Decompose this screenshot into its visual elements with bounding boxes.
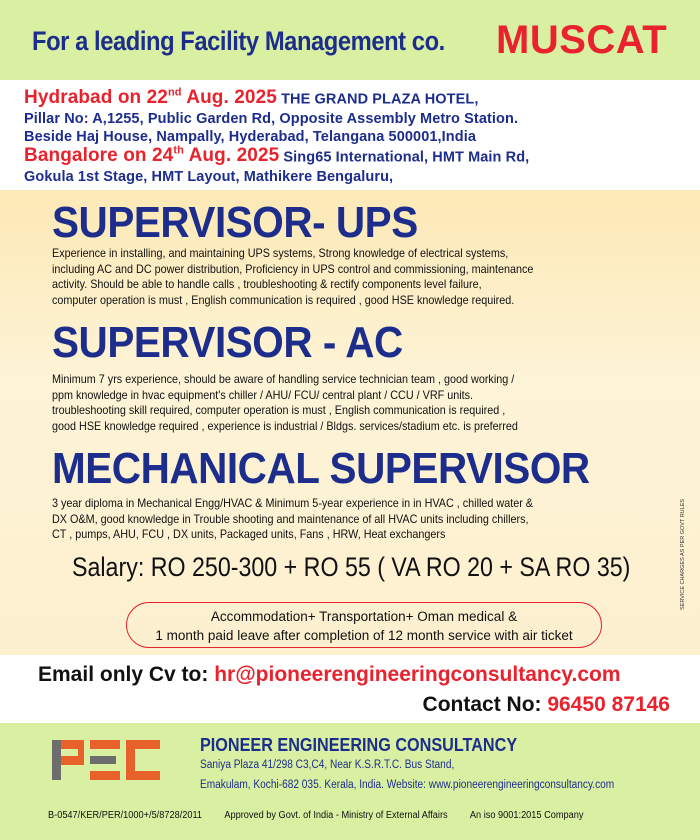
approval-text: Approved by Govt. of India - Ministry of External Affairs xyxy=(224,810,448,821)
job-desc-ups: Experience in installing, and maintaining UPS systems, Strong knowledge of electrical systems, including AC and DC power distribution, Proficiency in UPS control and commissioning, maintenance activity. Should be able to handle calls , troubleshooting & rectify components level failure, computer operation is must , English communication is required , good HSE knowledge required. xyxy=(52,246,534,307)
bangalore-venue-line-1: Bangalore on 24th Aug. 2025 Sing65 International, HMT Main Rd, xyxy=(24,145,530,167)
email-link[interactable]: hr@pioneerengineeringconsultancy.com xyxy=(214,663,621,686)
license-number: B-0547/KER/PER/1000+/5/8728/2011 xyxy=(48,810,203,821)
hyderabad-venue-line-2: Pillar No: A,1255, Public Garden Rd, Opposite Assembly Metro Station. xyxy=(24,111,519,127)
job-title-ac: SUPERVISOR - AC xyxy=(52,318,403,367)
job-title-mechanical: MECHANICAL SUPERVISOR xyxy=(52,444,590,493)
iso-text: An iso 9001:2015 Company xyxy=(469,810,584,821)
city-name: MUSCAT xyxy=(496,18,668,62)
job-desc-ac: Minimum 7 yrs experience, should be aware of handling service technician team , good working / ppm knowledge in hvac equipment's chiller / AHU/ FCU/ central plant / CCU / VRF units. troubleshooting skill required, computer operation is must , English communication is required , good HSE knowledge required , experience is industrial / Bldgs. services/stadium etc. is preferred xyxy=(52,372,518,433)
company-name: PIONEER ENGINEERING CONSULTANCY xyxy=(200,735,518,755)
hyderabad-date: Hydrabad on 22nd Aug. 2025 xyxy=(24,87,277,109)
service-charges-note: SERVICE CHARGES AS PER GOVT RULES xyxy=(680,498,686,610)
interview-venues xyxy=(0,80,700,190)
salary-line: Salary: RO 250-300 + RO 55 ( VA RO 20 + SA RO 35) xyxy=(72,552,631,582)
benefits-box: Accommodation+ Transportation+ Oman medical & 1 month paid leave after completion of 12 month service with air ticket xyxy=(126,602,602,648)
pec-logo xyxy=(50,738,162,782)
registration-line xyxy=(48,810,604,821)
headline: For a leading Facility Management co. xyxy=(32,26,445,56)
company-address-line-2: Emakulam, Kochi-682 035. Kerala, India. Website: www.pioneerengineeringconsultancy.com xyxy=(200,779,615,791)
email-line: Email only Cv to: hr@pioneerengineeringconsultancy.com xyxy=(38,663,621,686)
job-desc-mechanical: 3 year diploma in Mechanical Engg/HVAC & Minimum 5-year experience in in HVAC , chilled water & DX O&M, good knowledge in Trouble shooting and maintenance of all HVAC units including chillers, CT , pumps, AHU, FCU , DX units, Packaged units, Fans , HRW, Heat exchangers xyxy=(52,496,534,541)
bangalore-venue-line-2: Gokula 1st Stage, HMT Layout, Mathikere Bengaluru, xyxy=(24,169,394,185)
hyderabad-venue-line-1: Hydrabad on 22nd Aug. 2025 THE GRAND PLAZA HOTEL, xyxy=(24,87,479,109)
phone-number[interactable]: 96450 87146 xyxy=(547,693,670,716)
company-address-line-1: Saniya Plaza 41/298 C3,C4, Near K.S.R.T.C. Bus Stand, xyxy=(200,759,455,771)
contact-band xyxy=(0,655,700,723)
footer-band xyxy=(0,723,700,840)
bangalore-date: Bangalore on 24th Aug. 2025 xyxy=(24,145,280,167)
header-band xyxy=(0,0,700,80)
job-title-ups: SUPERVISOR- UPS xyxy=(52,198,418,247)
hyderabad-venue-line-3: Beside Haj House, Nampally, Hyderabad, Telangana 500001,India xyxy=(24,129,477,145)
phone-line: Contact No: 96450 87146 xyxy=(422,693,670,716)
job-listings xyxy=(0,190,700,665)
